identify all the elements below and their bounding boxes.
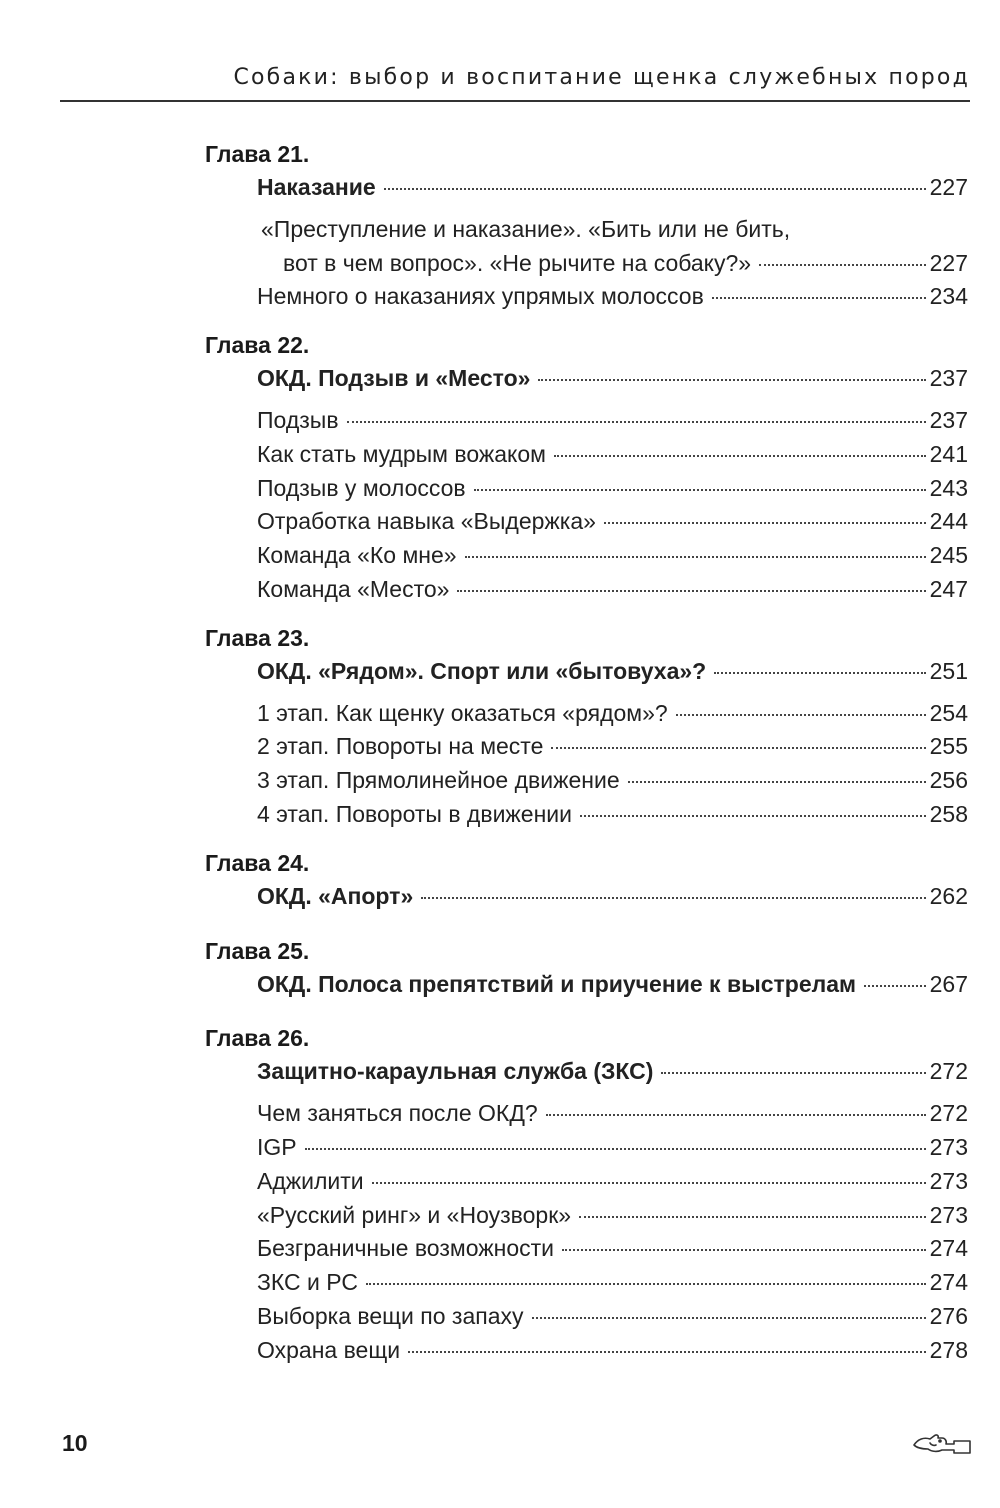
toc-entry[interactable] (257, 1165, 968, 1199)
chapter-title: ОКД. «Апорт» (257, 882, 414, 909)
dot-leader (676, 714, 926, 716)
entry-title: Отработка навыка «Выдержка» (257, 508, 596, 535)
chapter-title: Защитно-караульная служба (ЗКС) (257, 1058, 654, 1085)
toc-entry-line-1[interactable] (257, 213, 968, 247)
page-ref: 272 (929, 1100, 968, 1127)
dot-leader (661, 1072, 925, 1074)
page-ref: 227 (929, 174, 968, 200)
dot-leader (604, 522, 926, 524)
page-ref: 278 (929, 1336, 968, 1363)
page-ref: 273 (929, 1133, 968, 1160)
running-header: Собаки: выбор и воспитание щенка служебных пород (60, 60, 970, 102)
chapter-26 (205, 1021, 968, 1367)
page-ref: 273 (929, 1167, 968, 1194)
page-ref: 254 (929, 699, 968, 726)
page-ref: 247 (929, 575, 968, 602)
dot-leader (465, 556, 926, 558)
entry-title: Команда «Ко мне» (257, 542, 457, 569)
page-number: 10 (62, 1430, 88, 1456)
toc-entry[interactable] (257, 505, 968, 539)
dot-leader (457, 590, 925, 592)
page-ref: 227 (929, 249, 968, 276)
entry-title: «Русский ринг» и «Ноузворк» (257, 1201, 572, 1228)
toc-entry-line-2[interactable] (257, 247, 968, 281)
page-ref: 256 (929, 767, 968, 794)
entry-title: Подзыв у молоссов (257, 474, 466, 501)
toc-entry[interactable] (257, 1266, 968, 1300)
entry-title: Команда «Место» (257, 575, 450, 602)
dot-leader (712, 297, 926, 299)
chapter-21 (205, 137, 968, 314)
toc-entry[interactable] (257, 280, 968, 314)
entry-title: «Преступление и наказание». «Бить или не бить, (261, 215, 791, 242)
dot-leader (551, 747, 925, 749)
page-ref: 274 (929, 1269, 968, 1296)
dot-leader (366, 1283, 926, 1285)
chapter-title: Наказание (257, 174, 376, 200)
page-ref: 273 (929, 1201, 968, 1228)
dot-leader (562, 1249, 926, 1251)
dot-leader (538, 379, 925, 381)
page-ref: 272 (929, 1058, 968, 1085)
entry-title: Охрана вещи (257, 1336, 401, 1363)
page-ref: 245 (929, 542, 968, 569)
toc-entry[interactable] (257, 1199, 968, 1233)
entry-title: Аджилити (257, 1167, 364, 1194)
toc-entry[interactable] (257, 764, 968, 798)
dot-leader (347, 421, 926, 423)
toc-entry[interactable] (257, 438, 968, 472)
page-ref: 267 (929, 970, 968, 997)
chapter-label: Глава 24. (205, 849, 310, 876)
dot-leader (408, 1351, 926, 1353)
entry-title: 4 этап. Повороты в движении (257, 800, 572, 827)
entry-title: Как стать мудрым вожаком (257, 440, 546, 467)
dot-leader (864, 985, 926, 987)
table-of-contents (205, 137, 968, 1368)
chapter-title: ОКД. «Рядом». Спорт или «бытовуха»? (257, 657, 707, 684)
page-ref: 234 (929, 283, 968, 310)
entry-title-cont: вот в чем вопрос». «Не рычите на собаку?» (283, 249, 752, 276)
chapter-title: ОКД. Полоса препятствий и приучение к выстрелам (257, 970, 857, 997)
entry-title: 3 этап. Прямолинейное движение (257, 767, 620, 794)
dot-leader (714, 672, 925, 674)
dot-leader (421, 897, 925, 899)
dot-leader (580, 815, 926, 817)
chapter-24 (205, 846, 968, 914)
dot-leader (579, 1216, 926, 1218)
page-ref: 241 (929, 440, 968, 467)
chapter-title: ОКД. Подзыв и «Место» (257, 365, 531, 392)
toc-entry[interactable] (257, 1300, 968, 1334)
toc-entry[interactable] (257, 1334, 968, 1368)
dot-leader (628, 781, 926, 783)
chapter-label: Глава 26. (205, 1025, 310, 1052)
entry-title: Подзыв (257, 406, 339, 433)
page-ref: 237 (929, 365, 968, 392)
page-ref: 243 (929, 474, 968, 501)
toc-entry[interactable] (257, 1131, 968, 1165)
chapter-label: Глава 23. (205, 624, 310, 651)
page-ref: 262 (929, 882, 968, 909)
entry-title: Безграничные возможности (257, 1235, 554, 1262)
page-ref: 258 (929, 800, 968, 827)
chapter-title-line[interactable] (257, 968, 968, 1002)
toc-entry[interactable] (257, 1232, 968, 1266)
entry-title: Чем заняться после ОКД? (257, 1100, 538, 1127)
chapter-label: Глава 22. (205, 332, 310, 359)
entry-title: IGP (257, 1133, 297, 1160)
page-ref: 255 (929, 733, 968, 760)
dog-hand-icon (912, 1427, 972, 1463)
dot-leader (384, 188, 926, 190)
toc-entry[interactable] (257, 404, 968, 438)
chapter-title-line[interactable] (257, 362, 968, 396)
dot-leader (474, 489, 926, 491)
toc-entry[interactable] (257, 472, 968, 506)
page-ref: 276 (929, 1302, 968, 1329)
toc-entry[interactable] (257, 539, 968, 573)
entry-title: 1 этап. Как щенку оказаться «рядом»? (257, 699, 668, 726)
dot-leader (554, 455, 926, 457)
toc-entry[interactable] (257, 730, 968, 764)
page-ref: 244 (929, 508, 968, 535)
dot-leader (372, 1182, 926, 1184)
chapter-title-line[interactable] (257, 880, 968, 914)
chapter-22 (205, 328, 968, 607)
dot-leader (532, 1317, 926, 1319)
entry-title: ЗКС и РС (257, 1269, 358, 1296)
entry-title: Выборка вещи по запаху (257, 1302, 524, 1329)
toc-entry[interactable] (257, 573, 968, 607)
chapter-label: Глава 21. (205, 141, 310, 167)
toc-entry[interactable] (257, 1097, 968, 1131)
chapter-23 (205, 621, 968, 832)
dot-leader (305, 1148, 926, 1150)
entry-title: 2 этап. Повороты на месте (257, 733, 544, 760)
page-ref: 274 (929, 1235, 968, 1262)
toc-entry[interactable] (257, 697, 968, 731)
dot-leader (546, 1114, 926, 1116)
toc-entry[interactable] (257, 798, 968, 832)
chapter-title-line[interactable] (257, 1055, 968, 1089)
chapter-title-line[interactable] (257, 171, 968, 205)
dot-leader (759, 264, 926, 266)
page-ref: 237 (929, 406, 968, 433)
chapter-label: Глава 25. (205, 937, 310, 964)
entry-title: Немного о наказаниях упрямых молоссов (257, 283, 704, 310)
page-ref: 251 (929, 657, 968, 684)
chapter-25 (205, 934, 968, 1002)
chapter-title-line[interactable] (257, 655, 968, 689)
